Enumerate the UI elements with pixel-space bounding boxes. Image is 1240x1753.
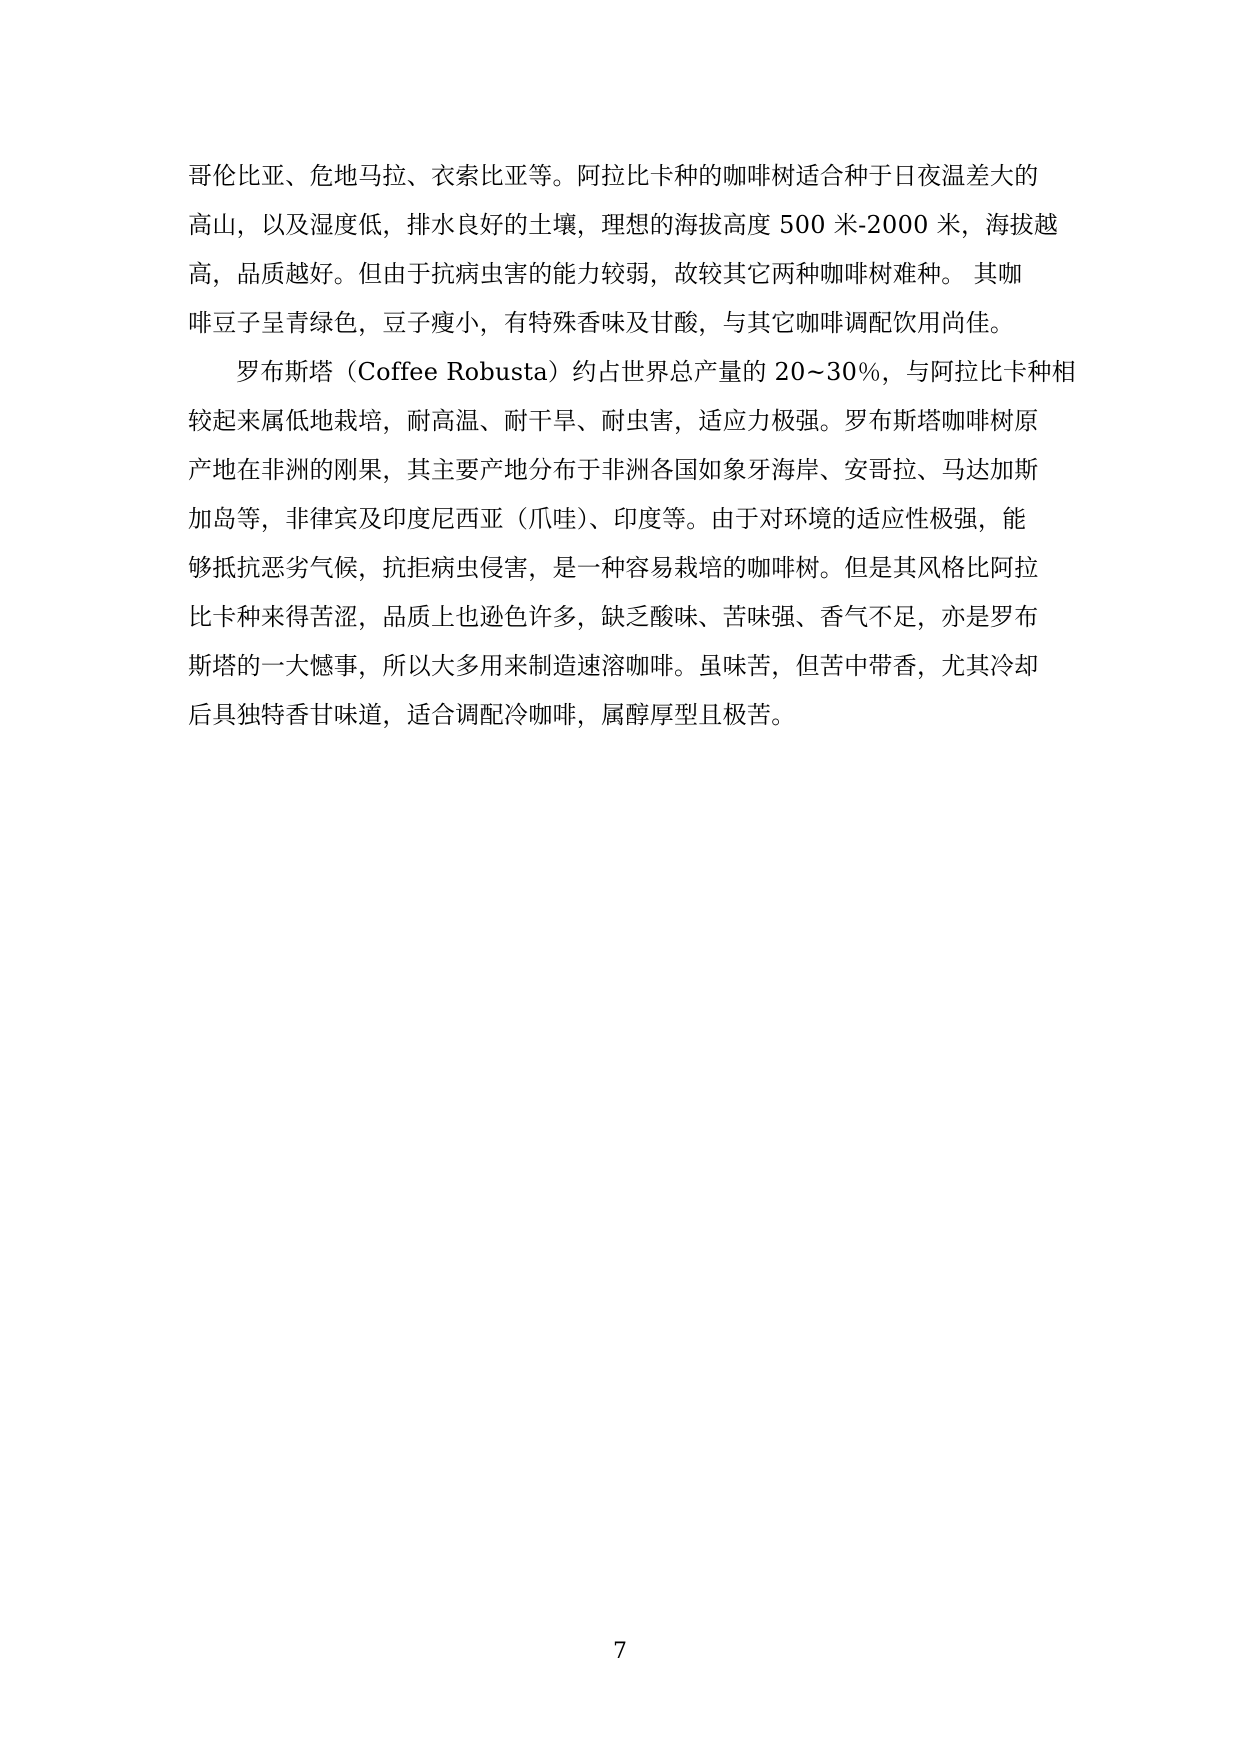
text-line: 加岛等，非律宾及印度尼西亚（爪哇）、印度等。由于对环境的适应性极强，能	[188, 505, 1027, 533]
text-line: 罗布斯塔（Coffee Robusta）约占世界总产量的 20~30％，与阿拉比卡种相	[236, 358, 1076, 386]
text-line: 高山，以及湿度低，排水良好的土壤，理想的海拔高度 500 米-2000 米，海拔越	[188, 211, 1059, 239]
paragraph-arabica	[188, 152, 1059, 348]
text-line: 哥伦比亚、危地马拉、衣索比亚等。阿拉比卡种的咖啡树适合种于日夜温差大的	[188, 162, 1039, 190]
text-line: 后具独特香甘味道，适合调配冷咖啡，属醇厚型且极苦。	[188, 701, 796, 729]
text-line: 较起来属低地栽培，耐高温、耐干旱、耐虫害，适应力极强。罗布斯塔咖啡树原	[188, 407, 1039, 435]
text-line: 比卡种来得苦涩，品质上也逊色许多，缺乏酸味、苦味强、香气不足，亦是罗布	[188, 603, 1039, 631]
text-line: 高，品质越好。但由于抗病虫害的能力较弱，故较其它两种咖啡树难种。 其咖	[188, 260, 1023, 288]
text-line: 斯塔的一大憾事，所以大多用来制造速溶咖啡。虽味苦，但苦中带香，尤其冷却	[188, 652, 1039, 680]
paragraph-robusta	[188, 348, 1076, 740]
text-line: 啡豆子呈青绿色，豆子瘦小，有特殊香味及甘酸，与其它咖啡调配饮用尚佳。	[188, 309, 1015, 337]
body-text	[188, 152, 1076, 740]
text-line: 够抵抗恶劣气候，抗拒病虫侵害，是一种容易栽培的咖啡树。但是其风格比阿拉	[188, 554, 1039, 582]
page-number: 7	[613, 1639, 627, 1664]
text-line: 产地在非洲的刚果，其主要产地分布于非洲各国如象牙海岸、安哥拉、马达加斯	[188, 456, 1039, 484]
